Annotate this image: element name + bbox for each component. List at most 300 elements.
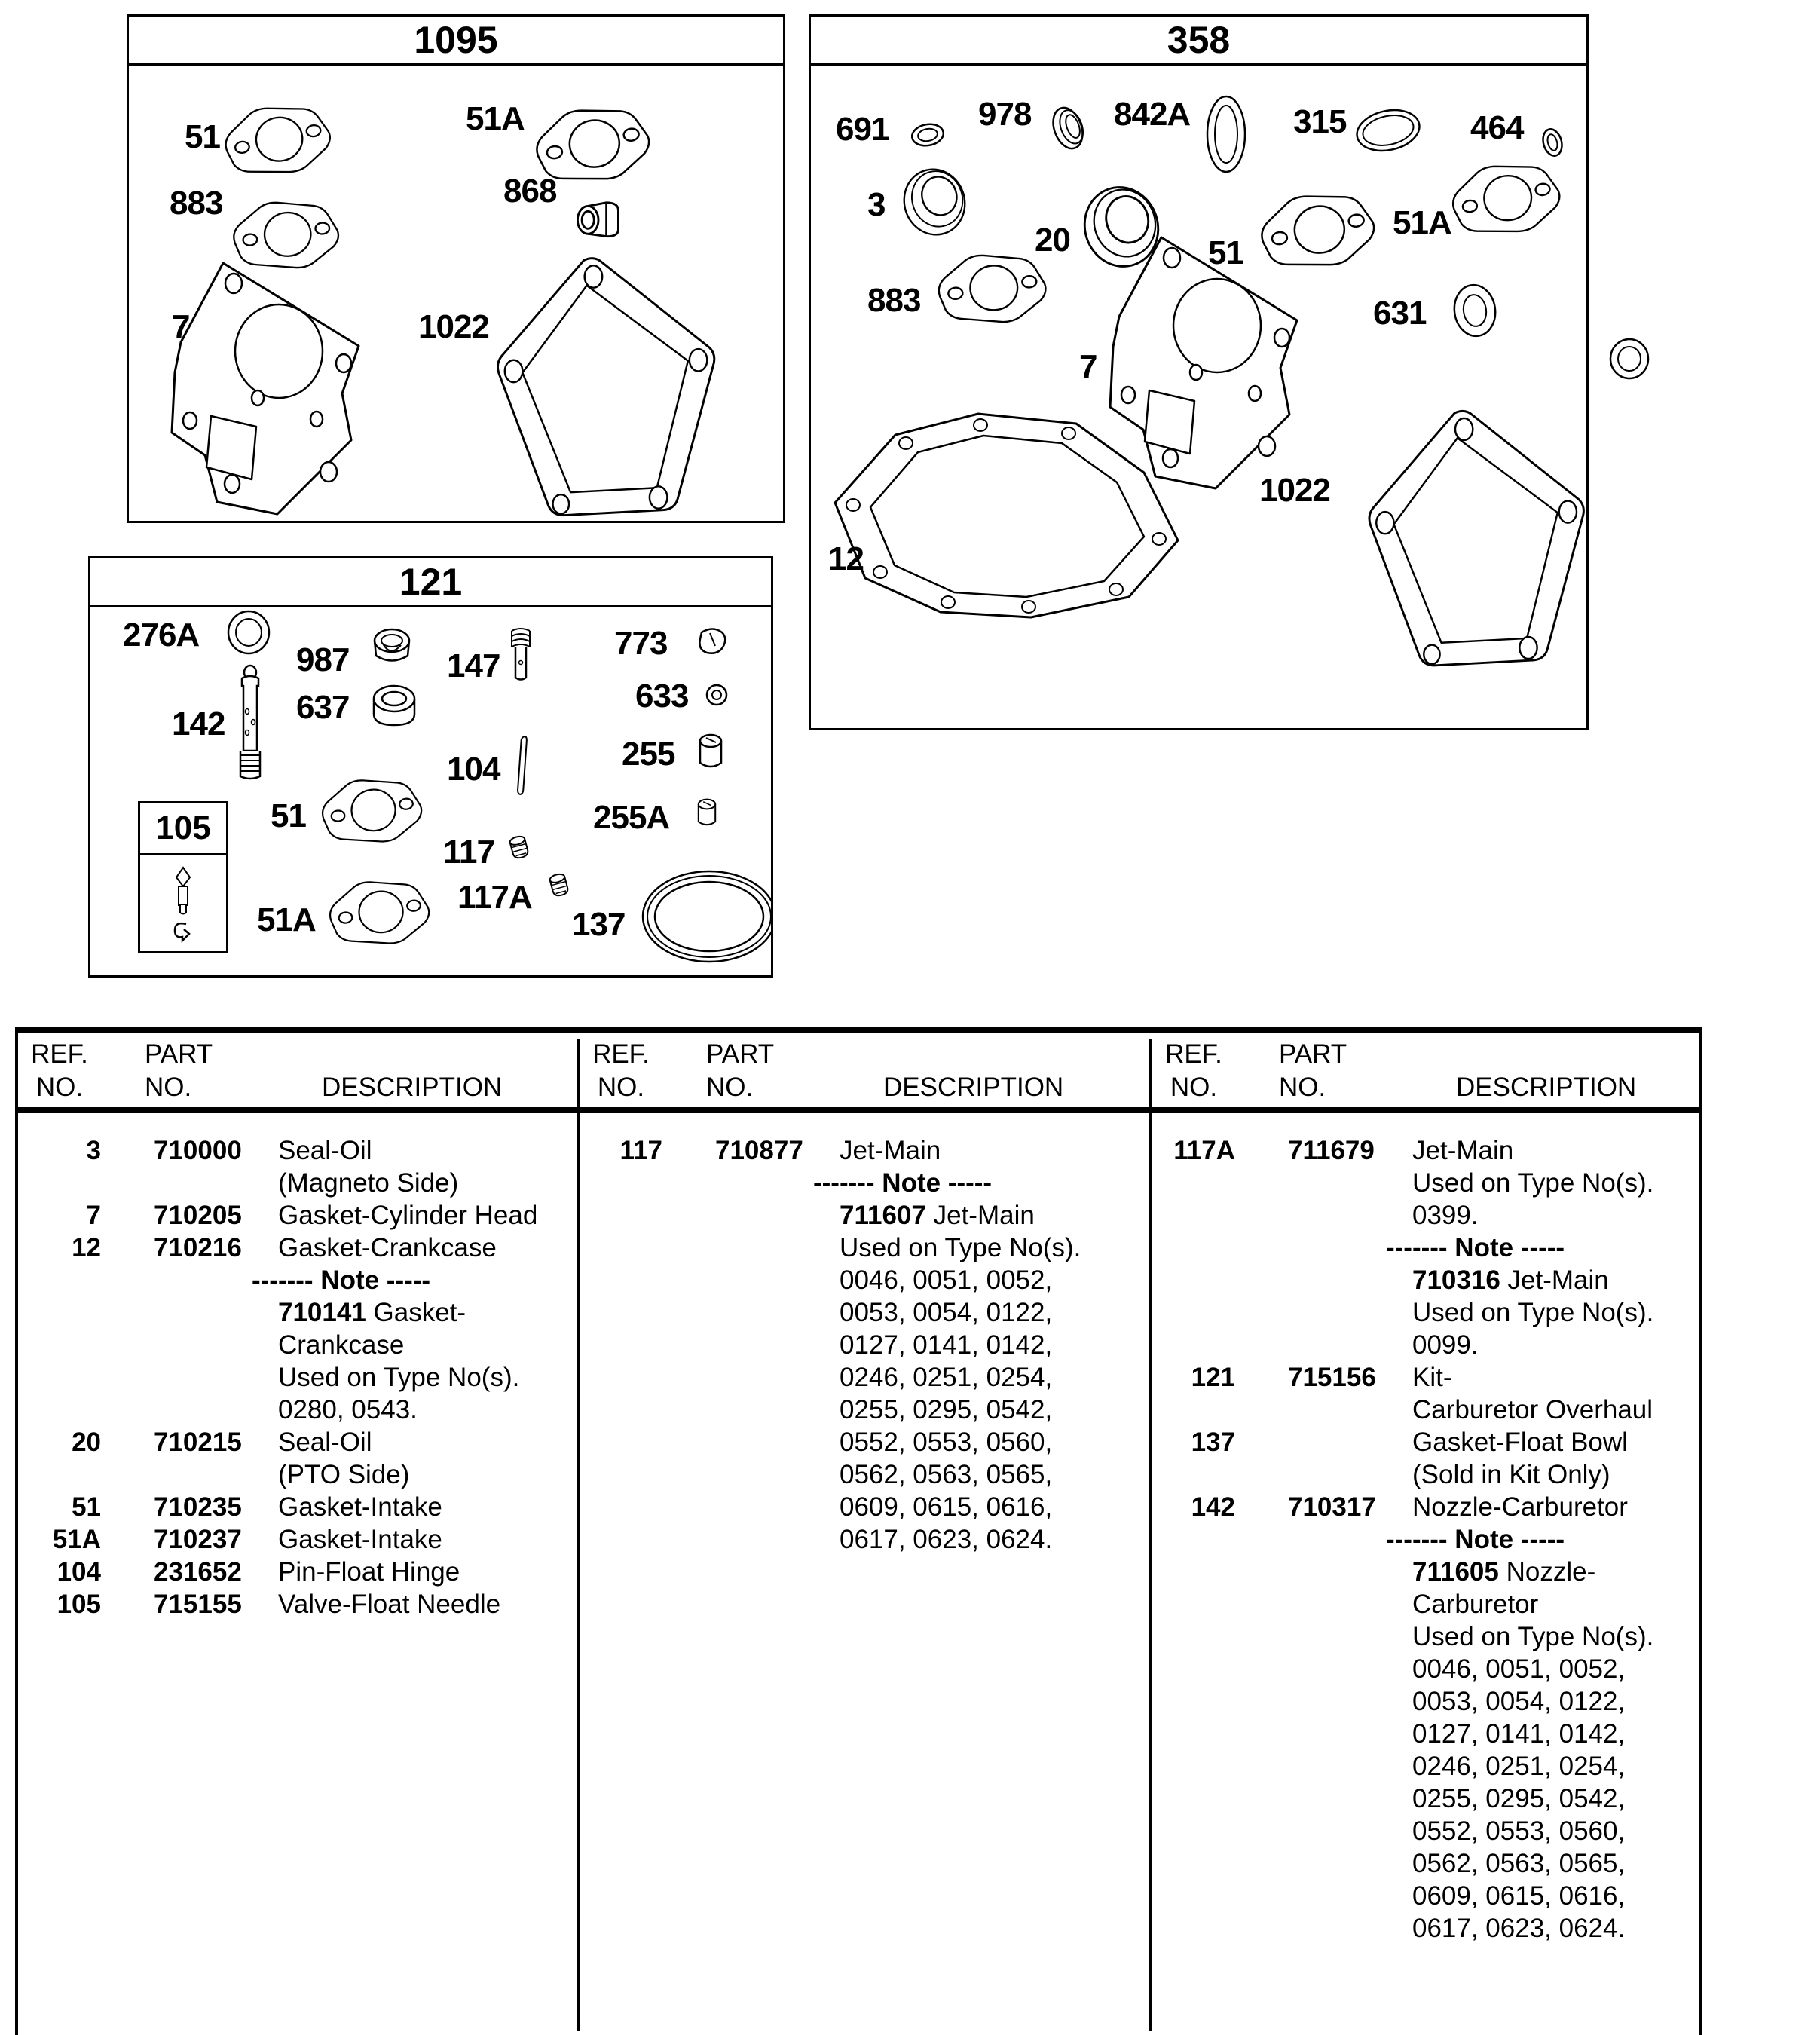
parts-table-row-continuation	[1152, 1329, 1699, 1361]
part-no	[101, 1167, 263, 1199]
part-no	[1235, 1394, 1397, 1426]
parts-table-row-continuation	[1152, 1815, 1699, 1847]
description: Seal-Oil	[278, 1136, 372, 1165]
part-no	[1235, 1620, 1397, 1653]
gasket-crankcase-12-drawing	[835, 414, 1178, 617]
description: Pin-Float Hinge	[278, 1557, 460, 1587]
gasket-float-bowl-137-drawing	[643, 871, 771, 962]
ref-no: 12	[72, 1233, 101, 1262]
part-no	[662, 1361, 824, 1394]
part-no: 710235	[154, 1492, 242, 1522]
parts-table-row-continuation	[18, 1264, 577, 1296]
part-no: 711679	[1288, 1136, 1375, 1165]
gasket-883-drawing	[937, 251, 1048, 326]
part-label-3: 3	[867, 186, 886, 223]
description: (Magneto Side)	[278, 1168, 459, 1198]
part-no	[101, 1458, 263, 1491]
gasket-cylinder-head-7-drawing	[1110, 234, 1297, 488]
parts-table-row	[1152, 1491, 1699, 1523]
ref-no: 117A	[1173, 1136, 1235, 1165]
ring-842A-drawing	[1207, 96, 1245, 172]
ref-no	[18, 1394, 101, 1426]
part-no	[1235, 1426, 1397, 1458]
parts-table-column-1	[18, 1113, 577, 2031]
part-no	[101, 1361, 263, 1394]
part-label-51: 51	[271, 797, 306, 834]
ref-no: 105	[57, 1590, 101, 1619]
description: 0127, 0141, 0142,	[1412, 1719, 1626, 1749]
gasket-cylinder-head-7-drawing	[172, 263, 359, 514]
part-label-276A: 276A	[123, 617, 200, 653]
part-label-117A: 117A	[457, 879, 532, 916]
description: Used on Type No(s).	[278, 1363, 520, 1392]
parts-table-row-continuation	[1152, 1556, 1699, 1588]
ref-no: 117	[619, 1136, 662, 1165]
ref-no	[1152, 1847, 1235, 1880]
ref-no	[18, 1458, 101, 1491]
gasket-valve-cover-1022-drawing	[497, 259, 714, 516]
ref-no	[1152, 1232, 1235, 1264]
ref-no	[580, 1167, 662, 1199]
description: Used on Type No(s).	[1412, 1622, 1654, 1651]
part-label-255: 255	[622, 736, 675, 773]
header-description: DESCRIPTION	[322, 1073, 503, 1102]
description: 0099.	[1412, 1330, 1479, 1360]
diagram-box-358-art	[811, 63, 1586, 728]
parts-table-row-continuation	[1152, 1750, 1699, 1783]
parts-table-row-continuation	[580, 1264, 1149, 1296]
ref-no	[18, 1296, 101, 1329]
parts-table-row-continuation	[18, 1167, 577, 1199]
parts-table-row	[18, 1588, 577, 1620]
part-no	[662, 1491, 824, 1523]
ref-no	[1152, 1620, 1235, 1653]
part-label-104: 104	[447, 751, 500, 788]
parts-table-row-continuation	[1152, 1685, 1699, 1718]
jet-main-117-drawing	[509, 835, 529, 859]
description: 0280, 0543.	[278, 1395, 418, 1424]
parts-table-column-3	[1149, 1113, 1699, 2031]
description: (PTO Side)	[278, 1460, 410, 1489]
description: Gasket-Intake	[278, 1492, 442, 1522]
ref-no	[18, 1167, 101, 1199]
part-no: 710000	[154, 1136, 242, 1165]
description: 0127, 0141, 0142,	[840, 1330, 1053, 1360]
description: Carburetor Overhaul	[1412, 1395, 1653, 1424]
description: Used on Type No(s).	[1412, 1298, 1654, 1327]
parts-table-row-continuation	[1152, 1264, 1699, 1296]
parts-table-row	[1152, 1134, 1699, 1167]
parts-table-header-col3	[1149, 1039, 1699, 1107]
ref-no	[1152, 1394, 1235, 1426]
parts-table-row-continuation	[1152, 1394, 1699, 1426]
description: Gasket-Cylinder Head	[278, 1201, 538, 1230]
part-no	[662, 1458, 824, 1491]
part-label-12: 12	[828, 540, 864, 577]
gasket-intake-51-drawing	[222, 100, 335, 181]
ref-no	[1152, 1329, 1235, 1361]
description: Kit-	[1412, 1363, 1452, 1392]
part-label-51: 51	[1208, 234, 1243, 271]
part-no: 715155	[154, 1590, 242, 1619]
parts-table-row	[18, 1134, 577, 1167]
description: Used on Type No(s).	[840, 1233, 1081, 1262]
oring-691-drawing	[910, 122, 945, 148]
header-part: PART	[1279, 1039, 1347, 1069]
part-label-315: 315	[1293, 103, 1347, 140]
part-label-978: 978	[978, 96, 1032, 133]
diagram-box-358	[809, 14, 1589, 730]
part-no	[662, 1329, 824, 1361]
part-no: 710877	[715, 1136, 803, 1165]
diagram-box-1095-art	[129, 63, 783, 521]
cylinder-255A-drawing	[699, 800, 715, 825]
part-no: 231652	[154, 1557, 242, 1587]
part-no	[1235, 1847, 1397, 1880]
description: ------- Note -----	[1386, 1233, 1565, 1262]
ref-no	[580, 1199, 662, 1232]
cup-637-drawing	[374, 686, 414, 725]
description: 711605 Nozzle-	[1412, 1557, 1596, 1587]
ref-no	[580, 1458, 662, 1491]
part-label-147: 147	[447, 647, 500, 684]
description: Nozzle-Carburetor	[1412, 1492, 1628, 1522]
part-no: 710216	[154, 1233, 242, 1262]
grommet-773-drawing	[699, 629, 725, 653]
parts-table-row-continuation	[1152, 1458, 1699, 1491]
seal-868-drawing	[577, 203, 618, 237]
description: 0562, 0563, 0565,	[840, 1460, 1053, 1489]
parts-table-row-continuation	[580, 1361, 1149, 1394]
gasket-intake-51A-drawing	[328, 877, 432, 949]
ref-no	[1152, 1912, 1235, 1945]
description: 0246, 0251, 0254,	[840, 1363, 1053, 1392]
parts-table-row	[18, 1232, 577, 1264]
ref-no	[18, 1264, 101, 1296]
header-part-no: NO.	[1279, 1073, 1326, 1102]
part-no	[1235, 1232, 1397, 1264]
part-no	[662, 1232, 824, 1264]
parts-table-row-continuation	[18, 1394, 577, 1426]
parts-table-row-continuation	[580, 1329, 1149, 1361]
diagram-box-1095	[127, 14, 785, 523]
parts-table-row	[18, 1523, 577, 1556]
ref-no: 137	[1191, 1428, 1235, 1457]
part-no	[1235, 1783, 1397, 1815]
parts-table-row-continuation	[580, 1523, 1149, 1556]
ref-no: 121	[1191, 1363, 1235, 1392]
ref-no	[1152, 1653, 1235, 1685]
part-no	[662, 1394, 824, 1426]
part-no	[662, 1264, 824, 1296]
parts-table-row	[18, 1199, 577, 1232]
part-label-637: 637	[296, 689, 350, 726]
part-label-773: 773	[614, 625, 668, 662]
ref-no	[580, 1491, 662, 1523]
part-label-883: 883	[867, 282, 921, 319]
parts-table-row-continuation	[580, 1232, 1149, 1264]
part-no: 715156	[1288, 1363, 1376, 1392]
part-label-255A: 255A	[593, 799, 670, 836]
parts-table-row-continuation	[1152, 1783, 1699, 1815]
ref-no	[18, 1361, 101, 1394]
ref-no	[1152, 1199, 1235, 1232]
ref-no	[580, 1232, 662, 1264]
gasket-valve-cover-1022-drawing	[1369, 411, 1583, 666]
washer-633-drawing	[707, 685, 726, 705]
diagram-box-1095-title: 1095	[129, 17, 783, 66]
description: 0617, 0623, 0624.	[840, 1525, 1053, 1554]
oring-315-drawing	[1354, 105, 1424, 156]
description: Gasket-Intake	[278, 1525, 442, 1554]
header-ref: REF.	[31, 1039, 88, 1069]
part-label-691: 691	[836, 111, 889, 148]
ref-no	[580, 1296, 662, 1329]
description: Gasket-Float Bowl	[1412, 1428, 1628, 1457]
part-no	[1235, 1556, 1397, 1588]
part-label-1022: 1022	[1259, 472, 1330, 509]
part-label-7: 7	[1079, 348, 1097, 385]
header-ref-no: NO.	[35, 1073, 84, 1102]
description: ------- Note -----	[252, 1265, 431, 1295]
header-ref: REF.	[592, 1039, 650, 1069]
header-ref: REF.	[1165, 1039, 1222, 1069]
parts-table-row-continuation	[1152, 1588, 1699, 1620]
part-label-987: 987	[296, 641, 350, 678]
part-no	[1235, 1523, 1397, 1556]
description: 711607 Jet-Main	[840, 1201, 1035, 1230]
ref-no	[1152, 1815, 1235, 1847]
parts-table-row	[1152, 1361, 1699, 1394]
part-label-51A: 51A	[1393, 204, 1451, 241]
part-no	[1235, 1815, 1397, 1847]
ref-no: 51A	[52, 1525, 101, 1554]
description: Carburetor	[1412, 1590, 1539, 1619]
oring-276A-drawing	[228, 611, 269, 653]
part-label-631: 631	[1373, 295, 1427, 332]
parts-table-row-continuation	[1152, 1199, 1699, 1232]
header-description: DESCRIPTION	[883, 1073, 1064, 1102]
ref-no	[1152, 1750, 1235, 1783]
parts-table-row-continuation	[18, 1361, 577, 1394]
header-part: PART	[706, 1039, 775, 1069]
description: 0552, 0553, 0560,	[1412, 1816, 1626, 1846]
part-label-20: 20	[1035, 222, 1070, 259]
description: 0562, 0563, 0565,	[1412, 1849, 1626, 1878]
parts-table-row-continuation	[1152, 1523, 1699, 1556]
parts-table-row-continuation	[580, 1296, 1149, 1329]
part-no	[101, 1264, 263, 1296]
parts-table-header	[18, 1033, 1699, 1113]
parts-table-column-2	[577, 1113, 1149, 2031]
parts-table-row-continuation	[1152, 1296, 1699, 1329]
parts-table	[15, 1027, 1702, 2035]
part-no	[662, 1199, 824, 1232]
parts-table-body	[18, 1113, 1699, 2031]
parts-table-row-continuation	[1152, 1653, 1699, 1685]
ref-no	[1152, 1880, 1235, 1912]
header-part-no: NO.	[145, 1073, 192, 1102]
ref-no	[1152, 1783, 1235, 1815]
ref-no	[1152, 1685, 1235, 1718]
header-part: PART	[145, 1039, 213, 1069]
ref-no	[1152, 1588, 1235, 1620]
ref-no	[580, 1361, 662, 1394]
part-label-117: 117	[443, 834, 494, 871]
part-label-7: 7	[172, 308, 190, 345]
ref-no: 20	[72, 1428, 101, 1457]
ref-no	[580, 1394, 662, 1426]
ref-no	[580, 1329, 662, 1361]
parts-table-row-continuation	[1152, 1620, 1699, 1653]
ref-no	[1152, 1556, 1235, 1588]
ref-no	[1152, 1718, 1235, 1750]
parts-table-row-continuation	[580, 1394, 1149, 1426]
description: 0053, 0054, 0122,	[840, 1298, 1053, 1327]
part-no	[1235, 1653, 1397, 1685]
part-no	[1235, 1588, 1397, 1620]
diagram-box-358-title: 358	[811, 17, 1586, 66]
ref-no	[1152, 1296, 1235, 1329]
diagram-box-121-title: 121	[90, 558, 771, 607]
parts-table-row	[18, 1426, 577, 1458]
part-no	[1235, 1750, 1397, 1783]
ref-no: 7	[86, 1201, 101, 1230]
part-no	[1235, 1296, 1397, 1329]
part-label-142: 142	[172, 705, 225, 742]
part-label-842A: 842A	[1114, 96, 1191, 133]
parts-table-row-continuation	[18, 1296, 577, 1329]
ref-no: 104	[57, 1557, 101, 1587]
parts-table-row-continuation	[18, 1458, 577, 1491]
header-ref-no: NO.	[597, 1073, 645, 1102]
parts-table-row-continuation	[1152, 1912, 1699, 1945]
ref-no	[1152, 1167, 1235, 1199]
ref-no: 142	[1191, 1492, 1235, 1522]
parts-table-header-col1	[18, 1039, 577, 1107]
oring-631-drawing	[1451, 283, 1499, 339]
ref-no	[580, 1523, 662, 1556]
part-no	[1235, 1718, 1397, 1750]
description: 0255, 0295, 0542,	[840, 1395, 1053, 1424]
part-no	[662, 1296, 824, 1329]
parts-table-row-continuation	[580, 1199, 1149, 1232]
nozzle-carburetor-142-drawing	[240, 666, 260, 779]
ref-no	[18, 1329, 101, 1361]
gasket-883-drawing	[231, 198, 340, 272]
description: 0053, 0054, 0122,	[1412, 1687, 1626, 1716]
part-no	[1235, 1199, 1397, 1232]
ring-978-drawing	[1048, 103, 1089, 152]
parts-table-row	[18, 1556, 577, 1588]
part-no	[1235, 1458, 1397, 1491]
part-no	[101, 1394, 263, 1426]
oring-464-drawing	[1540, 127, 1565, 158]
description: 710316 Jet-Main	[1412, 1265, 1609, 1295]
part-label-51A: 51A	[257, 901, 316, 938]
parts-table-row-continuation	[580, 1458, 1149, 1491]
part-no	[1235, 1685, 1397, 1718]
gasket-intake-51-drawing	[1257, 188, 1378, 274]
description: Valve-Float Needle	[278, 1590, 501, 1619]
description: Jet-Main	[1412, 1136, 1514, 1165]
description: Jet-Main	[840, 1136, 941, 1165]
part-label-633: 633	[635, 678, 689, 715]
parts-table-row-continuation	[1152, 1718, 1699, 1750]
part-label-1022: 1022	[418, 308, 489, 345]
part-no: 710215	[154, 1428, 242, 1457]
ref-no	[580, 1264, 662, 1296]
description: 0609, 0615, 0616,	[840, 1492, 1053, 1522]
ref-no	[1152, 1523, 1235, 1556]
description: 0046, 0051, 0052,	[1412, 1654, 1626, 1684]
part-label-883: 883	[170, 185, 223, 222]
part-label-51A: 51A	[466, 100, 525, 137]
description: Seal-Oil	[278, 1428, 372, 1457]
part-no	[662, 1167, 824, 1199]
part-no: 710205	[154, 1201, 242, 1230]
description: Gasket-Crankcase	[278, 1233, 497, 1262]
description: 0399.	[1412, 1201, 1479, 1230]
parts-table-row-continuation	[18, 1329, 577, 1361]
part-no	[101, 1296, 263, 1329]
seal-oil-3-drawing	[896, 161, 974, 243]
part-no	[1235, 1167, 1397, 1199]
ref-no: 51	[72, 1492, 101, 1522]
cup-987-drawing	[375, 629, 409, 661]
parts-table-row-continuation	[1152, 1167, 1699, 1199]
parts-table-row-continuation	[1152, 1847, 1699, 1880]
header-part-no: NO.	[706, 1073, 754, 1102]
description: 0255, 0295, 0542,	[1412, 1784, 1626, 1813]
description: Crankcase	[278, 1330, 405, 1360]
description: 0046, 0051, 0052,	[840, 1265, 1053, 1295]
gasket-intake-51A-drawing	[1448, 158, 1564, 240]
part-label-868: 868	[503, 173, 557, 210]
ref-no	[1152, 1458, 1235, 1491]
description: 0609, 0615, 0616,	[1412, 1881, 1626, 1911]
inset-box-105	[138, 801, 228, 953]
gasket-intake-51-drawing	[320, 776, 424, 847]
parts-table-row	[18, 1491, 577, 1523]
parts-table-row	[580, 1134, 1149, 1167]
part-label-105: 105	[140, 803, 226, 855]
part-no	[1235, 1912, 1397, 1945]
description: 710141 Gasket-	[278, 1298, 466, 1327]
ref-no: 3	[86, 1136, 101, 1165]
header-ref-no: NO.	[1170, 1073, 1218, 1102]
part-no: 710317	[1288, 1492, 1376, 1522]
cylinder-255-drawing	[700, 735, 721, 767]
part-no	[1235, 1329, 1397, 1361]
part-no	[1235, 1880, 1397, 1912]
description: 0617, 0623, 0624.	[1412, 1914, 1626, 1943]
needle-147-drawing	[512, 629, 530, 680]
parts-table-row-continuation	[1152, 1880, 1699, 1912]
part-no	[101, 1329, 263, 1361]
pin-float-hinge-104-drawing	[510, 736, 534, 794]
description: Used on Type No(s).	[1412, 1168, 1654, 1198]
jet-main-117A-drawing	[549, 873, 569, 897]
description: ------- Note -----	[813, 1168, 993, 1198]
header-description: DESCRIPTION	[1456, 1073, 1637, 1102]
parts-table-row-continuation	[580, 1426, 1149, 1458]
ref-no	[580, 1426, 662, 1458]
description: 0552, 0553, 0560,	[840, 1428, 1053, 1457]
diagram-box-121	[88, 556, 773, 978]
part-label-464: 464	[1470, 109, 1524, 146]
parts-table-row-continuation	[580, 1491, 1149, 1523]
